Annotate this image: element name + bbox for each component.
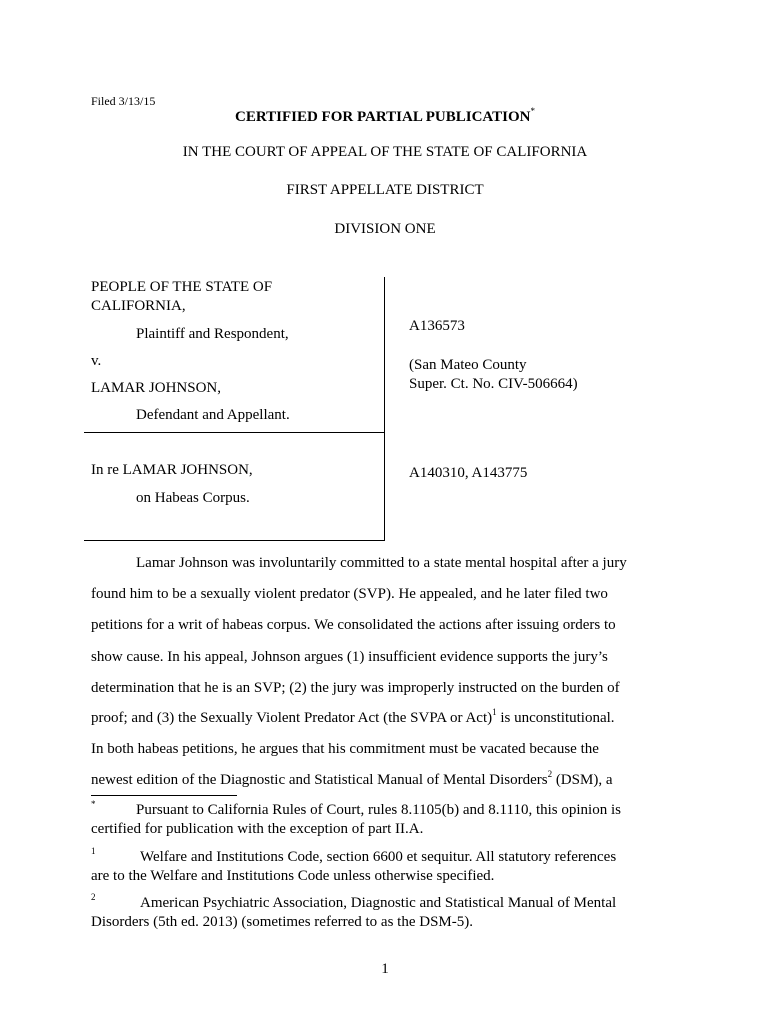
footnote-mark: * [91, 799, 96, 809]
court-name: IN THE COURT OF APPEAL OF THE STATE OF CALIFORNIA [182, 144, 588, 160]
footnote-text: certified for publication with the exception of part II.A. [91, 821, 424, 837]
caption-divider-1 [84, 432, 385, 433]
party2-role: Defendant and Appellant. [136, 407, 290, 423]
body-line: found him to be a sexually violent predator (SVP). He appealed, and he later filed two [91, 586, 608, 602]
party1-role: Plaintiff and Respondent, [136, 326, 289, 342]
body-line: newest edition of the Diagnostic and Statistical Manual of Mental Disorders$^2$ (DSM), a [91, 769, 613, 788]
publication-status: CERTIFIED FOR PARTIAL PUBLICATION* [234, 106, 535, 125]
habeas-role: on Habeas Corpus. [136, 490, 250, 506]
footnote-ref-1[interactable]: 1 [492, 707, 497, 717]
versus: v. [91, 353, 102, 369]
habeas-party: In re LAMAR JOHNSON, [91, 462, 253, 478]
party1-name-line2: CALIFORNIA, [91, 298, 186, 314]
page-number: 1 [381, 961, 389, 977]
footnote-separator [91, 795, 237, 796]
body-line: Lamar Johnson was involuntarily committed to a state mental hospital after a jury [136, 555, 627, 571]
body-line: In both habeas petitions, he argues that his commitment must be vacated because the [91, 741, 599, 757]
body-line: show cause. In his appeal, Johnson argues (1) insufficient evidence supports the jury’s [91, 649, 608, 665]
habeas-case-numbers: A140310, A143775 [409, 465, 528, 481]
body-line: petitions for a writ of habeas corpus. We consolidated the actions after issuing orders to [91, 617, 616, 633]
caption-vertical-divider [384, 277, 385, 540]
district-name: FIRST APPELLATE DISTRICT [286, 182, 484, 198]
footnote-text: Welfare and Institutions Code, section 6600 et sequitur. All statutory references [140, 849, 617, 865]
body-line: proof; and (3) the Sexually Violent Predator Act (the SVPA or Act)$^1$ is unconstitutional. [91, 707, 615, 726]
footnote-mark: 2 [91, 892, 96, 902]
trial-court-line1: (San Mateo County [409, 357, 527, 373]
filed-date: Filed 3/13/15 [91, 94, 156, 108]
certified-footnote-ref[interactable]: * [530, 106, 535, 116]
trial-court-line2: Super. Ct. No. CIV-506664) [409, 376, 578, 392]
party2-name: LAMAR JOHNSON, [91, 380, 222, 396]
footnote-text: Pursuant to California Rules of Court, rules 8.1105(b) and 8.1110, this opinion is [136, 802, 621, 818]
case-number: A136573 [409, 318, 465, 334]
division-name: DIVISION ONE [334, 221, 436, 237]
footnote-mark: 1 [91, 846, 96, 856]
caption-divider-2 [84, 540, 385, 541]
footnote-text: Disorders (5th ed. 2013) (sometimes referred to as the DSM-5). [91, 914, 473, 930]
footnote-text: American Psychiatric Association, Diagnostic and Statistical Manual of Mental [140, 895, 617, 911]
party1-name-line1: PEOPLE OF THE STATE OF [91, 279, 273, 295]
body-line: determination that he is an SVP; (2) the jury was improperly instructed on the burden of [91, 680, 620, 696]
footnote-ref-2[interactable]: 2 [547, 769, 553, 779]
footnote-text: are to the Welfare and Institutions Code unless otherwise specified. [91, 868, 495, 884]
